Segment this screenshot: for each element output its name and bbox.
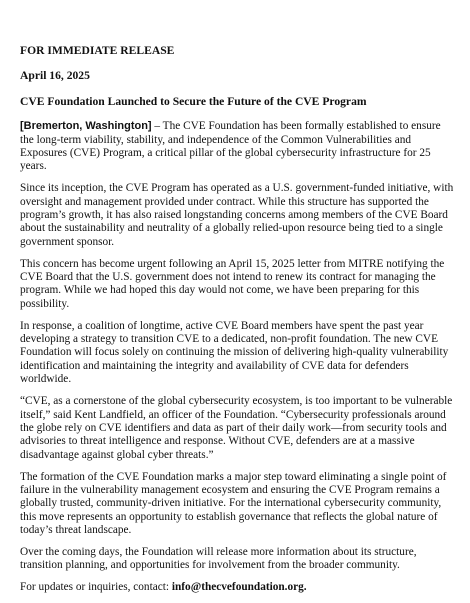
contact-prefix: For updates or inquiries, contact: — [20, 581, 172, 594]
paragraph-formation: The formation of the CVE Foundation marks a major step toward eliminating a single point of failure in the vulnerability management ecosystem and ensuring the CVE Program remains a globally trusted, community-driven initiative. For the international cybersecurity community, this move represents an opportunity to establish governance that reflects the global nature of today’s threat landscape. — [20, 470, 447, 537]
headline: CVE Foundation Launched to Secure the Future of the CVE Program — [20, 94, 367, 108]
paragraph-inception: Since its inception, the CVE Program has operated as a U.S. government-funded initiative, with oversight and management provided under contract. While this structure has supported the program’s growth, it has also raised longstanding concerns among members of the CVE Board about the sustainability and neutrality of a globally relied-upon resource being tied to a single government sponsor. — [20, 182, 454, 248]
paragraph-coming-days: Over the coming days, the Foundation will release more information about its structure, transition planning, and opportunities for involvement from the broader community. — [20, 545, 417, 572]
release-label: FOR IMMEDIATE RELEASE — [20, 44, 175, 57]
contact-email-link[interactable]: info@thecvefoundation.org. — [171, 581, 307, 594]
paragraph-concern: This concern has become urgent following an April 15, 2025 letter from MITRE notifying the CVE Board that the U.S. government does not intend to renew its contract for managing the program. While we had hoped this day would not come, we have been preparing for this possibility. — [20, 257, 445, 310]
paragraph-intro — [20, 120, 456, 174]
paragraph-quote: “CVE, as a cornerstone of the global cybersecurity ecosystem, is too important to be vulnerable itself,” said Kent Landfield, an officer of the Foundation. “Cybersecurity professionals around the globe rely on CVE identifiers and data as part of their daily work—from security tools and advisories to threat intelligence and response. Without CVE, defenders are at a massive disadvantage against global cyber threats.” — [20, 395, 453, 461]
paragraph-intro-text: – The CVE Foundation has been formally established to ensure the long-term viability, stability, and independence of the Common Vulnerabilities and Exposures (CVE) Program, a critical pillar of the global cybersecurity infrastructure for 25 years. — [20, 120, 441, 173]
paragraph-response: In response, a coalition of longtime, active CVE Board members have spent the past year developing a strategy to transition CVE to a dedicated, non-profit foundation. The new CVE Foundation will focus solely on continuing the mission of delivering high-quality vulnerability identification and maintaining the integrity and availability of CVE data for defenders worldwide. — [20, 319, 449, 386]
release-date: April 16, 2025 — [20, 69, 90, 83]
dateline: [Bremerton, Washington] — [20, 120, 152, 133]
press-release — [20, 44, 456, 603]
